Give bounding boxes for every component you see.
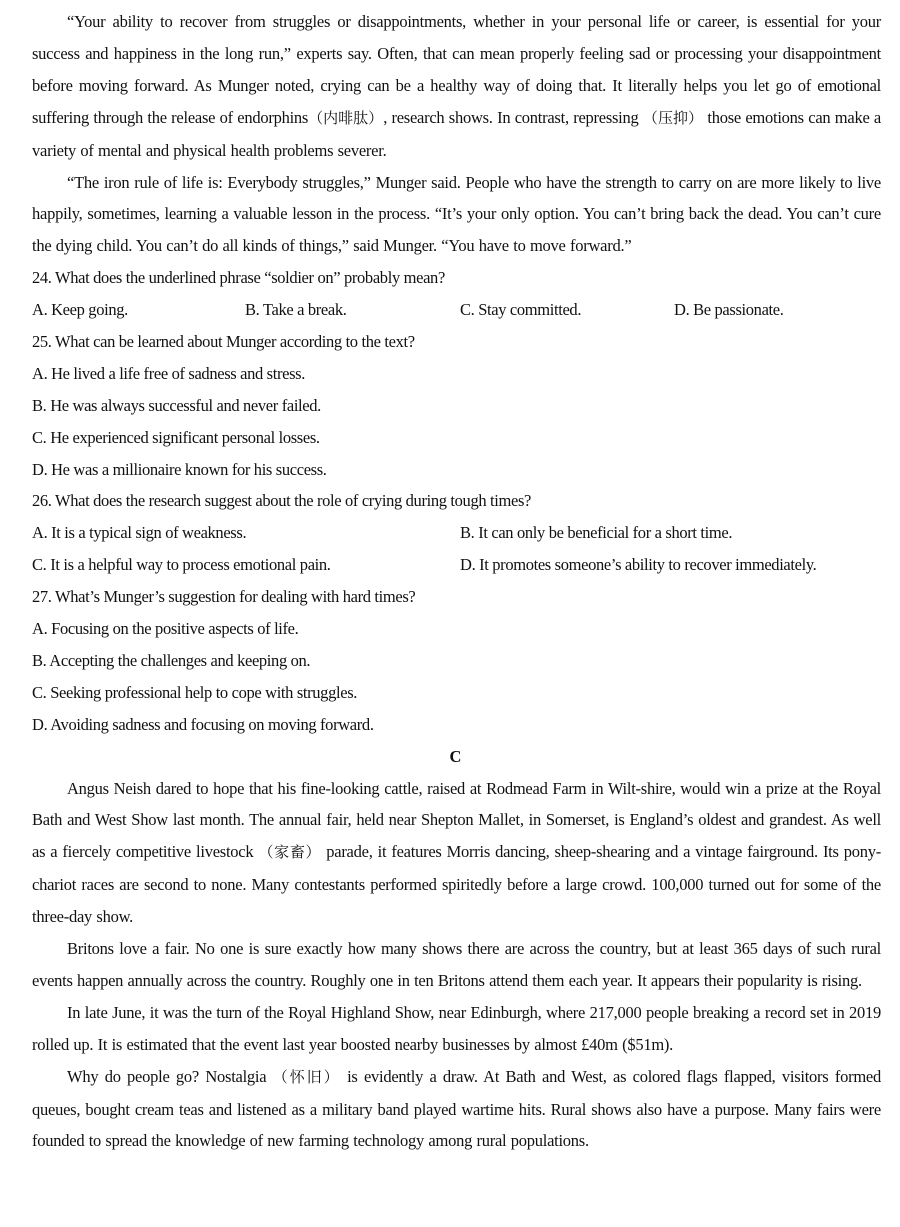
question-options-row-1 [32, 517, 881, 549]
option-c: C. Stay committed. [460, 300, 582, 320]
option-c: C. He experienced significant personal losses. [32, 427, 320, 447]
passage-c-paragraph-4 [32, 1061, 881, 1158]
option-d: D. Be passionate. [674, 300, 784, 320]
option-b: B. Accepting the challenges and keeping on. [32, 650, 311, 670]
option-d: D. Avoiding sadness and focusing on moving forward. [32, 714, 374, 734]
option-c: C. Seeking professional help to cope with struggles. [32, 682, 358, 702]
section-c-heading: C [449, 746, 462, 766]
question-options [32, 294, 881, 326]
question-stem: 26. What does the research suggest about the role of crying during tough times? [32, 491, 531, 511]
chinese-gloss-nostalgia: （怀旧） [272, 1067, 341, 1086]
option-c: C. It is a helpful way to process emotional pain. [32, 555, 331, 575]
option-d: D. He was a millionaire known for his success. [32, 459, 327, 479]
option-a: A. It is a typical sign of weakness. [32, 523, 247, 543]
document-page [32, 6, 881, 1157]
paragraph-text: those emotions can make a variety of mental and physical health problems severer. [32, 107, 881, 160]
paragraph-text: Why do people go? Nostalgia [67, 1066, 273, 1086]
chinese-gloss-repressing: （压抑） [642, 108, 703, 127]
paragraph-text: Angus Neish dared to hope that his fine-looking cattle, raised at Rodmead Farm in Wilt-shire, would win a prize at the Royal Bath and West Show last month. The annual fair, held near Shepton Mallet, in Somerset, is England’s oldest and grandest. As well as a fiercely competitive livestock [32, 778, 881, 862]
option-d: D. It promotes someone’s ability to recover immediately. [460, 555, 817, 575]
paragraph-text: is evidently a draw. At Bath and West, as colored flags flapped, visitors formed queues, bought cream teas and listened as a military band played wartime hits. Rural shows also have a purpose. Many fairs were founded to spread the knowledge of new farming technology among rural populations. [32, 1066, 881, 1151]
question-26 [32, 485, 881, 581]
passage-c-paragraph-1 [32, 773, 881, 934]
question-stem: 24. What does the underlined phrase “soldier on” probably mean? [32, 268, 445, 288]
question-stem: 27. What’s Munger’s suggestion for dealing with hard times? [32, 587, 416, 607]
option-b: B. He was always successful and never failed. [32, 395, 321, 415]
option-a: A. Keep going. [32, 300, 128, 320]
chinese-gloss-endorphins: （内啡肽） [308, 108, 384, 127]
option-b: B. Take a break. [245, 300, 347, 320]
question-24 [32, 262, 881, 326]
option-a: A. Focusing on the positive aspects of life. [32, 619, 299, 639]
question-25 [32, 326, 881, 485]
option-b: B. It can only be beneficial for a short time. [460, 523, 733, 543]
passage-b-paragraph-2: “The iron rule of life is: Everybody struggles,” Munger said. People who have the strength to carry on are more likely to live happily, sometimes, learning a valuable lesson in the process. “It’s your only option. You can’t bring back the dead. You can’t cure the dying child. You can’t do all kinds of things,” said Munger. “You have to move forward.” [32, 172, 881, 256]
option-a: A. He lived a life free of sadness and stress. [32, 363, 306, 383]
paragraph-text: , research shows. In contrast, repressing [383, 107, 643, 127]
question-27 [32, 581, 881, 740]
question-options-row-2 [32, 549, 881, 581]
passage-b-paragraph-1 [32, 6, 881, 167]
question-stem: 25. What can be learned about Munger according to the text? [32, 332, 415, 352]
chinese-gloss-livestock: （家畜） [258, 843, 322, 862]
paragraph-text: “Your ability to recover from struggles or disappointments, whether in your personal life or career, is essential for your success and happiness in the long run,” experts say. Often, that can mean properly feeling sad or processing your disappointment before moving forward. As Munger noted, crying can be a healthy way of doing that. It literally helps you let go of emotional suffering through the release of endorphins [32, 12, 881, 127]
passage-c-paragraph-2: Britons love a fair. No one is sure exactly how many shows there are across the country, but at least 365 days of such rural events happen annually across the country. Roughly one in ten Britons attend them each year. It appears their popularity is rising. [32, 939, 881, 990]
paragraph-text: parade, it features Morris dancing, sheep-shearing and a vintage fairground. Its pony-chariot races are second to none. Many contestants performed spiritedly before a large crowd. 100,000 turned out for some of the three-day show. [32, 842, 881, 927]
passage-c-paragraph-3: In late June, it was the turn of the Royal Highland Show, near Edinburgh, where 217,000 people breaking a record set in 2019 rolled up. It is estimated that the event last year boosted nearby businesses by almost £40m ($51m). [32, 1002, 881, 1054]
